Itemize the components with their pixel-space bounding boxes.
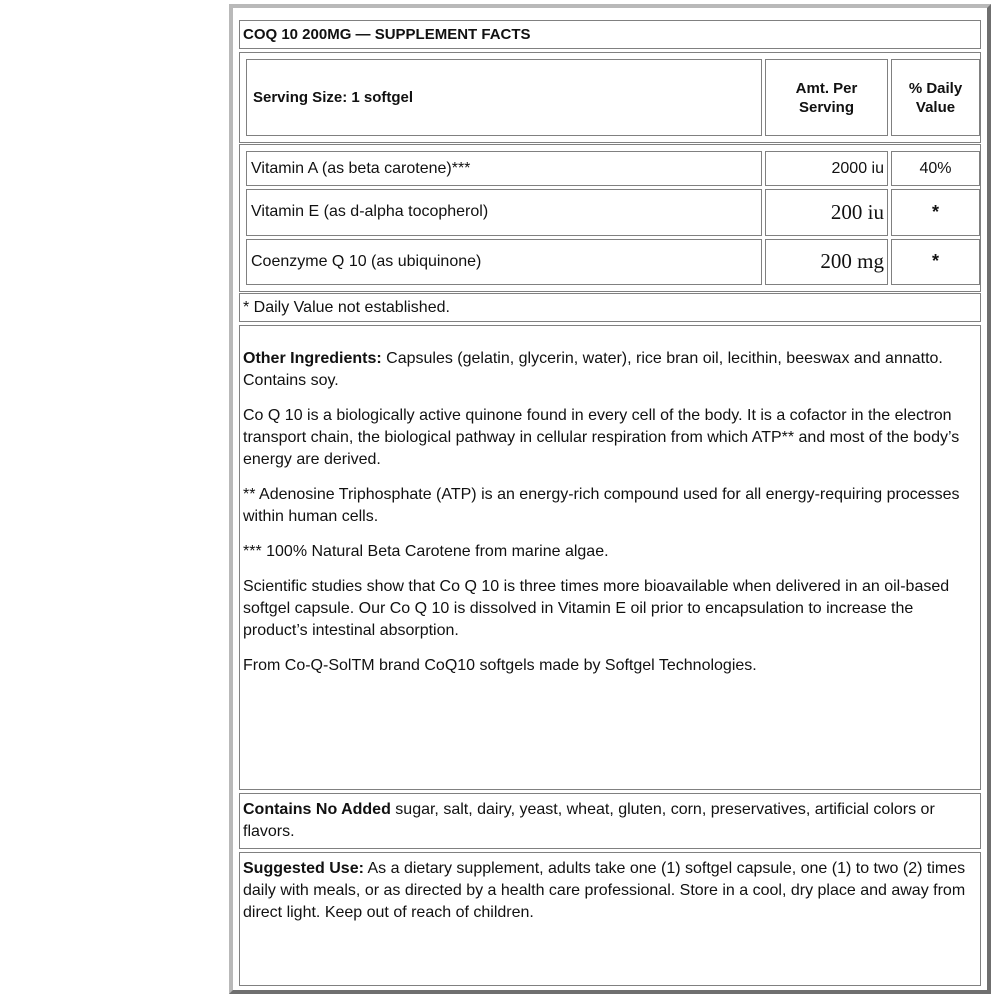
nutrient-name: Coenzyme Q 10 (as ubiquinone) <box>246 239 762 285</box>
suggested-use-text: As a dietary supplement, adults take one (1) softgel capsule, one (1) to two (2) times daily with meals, or as directed by a health care professional. Store in a cool, dry place and away from direct light. Keep out of reach of children. <box>243 860 966 921</box>
panel-title: COQ 10 200MG — SUPPLEMENT FACTS <box>239 20 981 49</box>
description-paragraph-5: From Co-Q-SolTM brand CoQ10 softgels made by Softgel Technologies. <box>243 657 757 674</box>
daily-value-header-line1: % Daily <box>908 79 963 97</box>
nutrient-amount: 2000 iu <box>765 151 888 186</box>
column-header-section <box>239 52 981 143</box>
column-header-table <box>243 56 983 139</box>
nutrient-daily-value: 40% <box>891 151 980 186</box>
nutrient-name: Vitamin E (as d-alpha tocopherol) <box>246 189 762 235</box>
nutrient-amount: 200 mg <box>765 239 888 285</box>
nutrient-daily-value: * <box>891 239 980 285</box>
daily-value-header-line2: Value <box>915 98 956 116</box>
suggested-use-label: Suggested Use: <box>243 860 364 877</box>
nutrient-daily-value: * <box>891 189 980 235</box>
amount-per-serving-header <box>765 59 888 136</box>
nutrient-table <box>243 148 983 288</box>
description-paragraph-1: Co Q 10 is a biologically active quinone found in every cell of the body. It is a cofactor in the electron transport chain, the biological pathway in cellular respiration from which ATP** and most of the body’s energy are derived. <box>243 407 960 468</box>
amount-header-line1: Amt. Per <box>795 79 858 97</box>
contains-no-added <box>239 793 981 849</box>
daily-value-footnote: * Daily Value not established. <box>239 293 981 322</box>
description-paragraph-3: *** 100% Natural Beta Carotene from marine algae. <box>243 543 609 560</box>
other-ingredients-paragraph <box>243 348 974 392</box>
other-ingredients-text: Capsules (gelatin, glycerin, water), rice bran oil, lecithin, beeswax and annatto. Contains soy. <box>243 350 943 389</box>
serving-size-header: Serving Size: 1 softgel <box>246 59 762 136</box>
description-paragraph-4: Scientific studies show that Co Q 10 is three times more bioavailable when delivered in an oil-based softgel capsule. Our Co Q 10 is dissolved in Vitamin E oil prior to encapsulation to increase the product’s intestinal absorption. <box>243 578 950 639</box>
product-description <box>239 325 981 790</box>
contains-label: Contains No Added <box>243 801 391 818</box>
table-row <box>246 239 980 285</box>
supplement-facts-panel <box>229 4 991 994</box>
description-paragraph-2: ** Adenosine Triphosphate (ATP) is an energy-rich compound used for all energy-requiring processes within human cells. <box>243 486 960 525</box>
nutrient-amount: 200 iu <box>765 189 888 235</box>
contains-text: sugar, salt, dairy, yeast, wheat, gluten, corn, preservatives, artificial colors or flavors. <box>243 801 935 840</box>
table-row <box>246 151 980 186</box>
other-ingredients-label: Other Ingredients: <box>243 350 382 367</box>
amount-header-line2: Serving <box>798 98 855 116</box>
nutrient-section <box>239 144 981 292</box>
daily-value-header <box>891 59 980 136</box>
table-row <box>246 189 980 235</box>
nutrient-name: Vitamin A (as beta carotene)*** <box>246 151 762 186</box>
suggested-use <box>239 852 981 986</box>
